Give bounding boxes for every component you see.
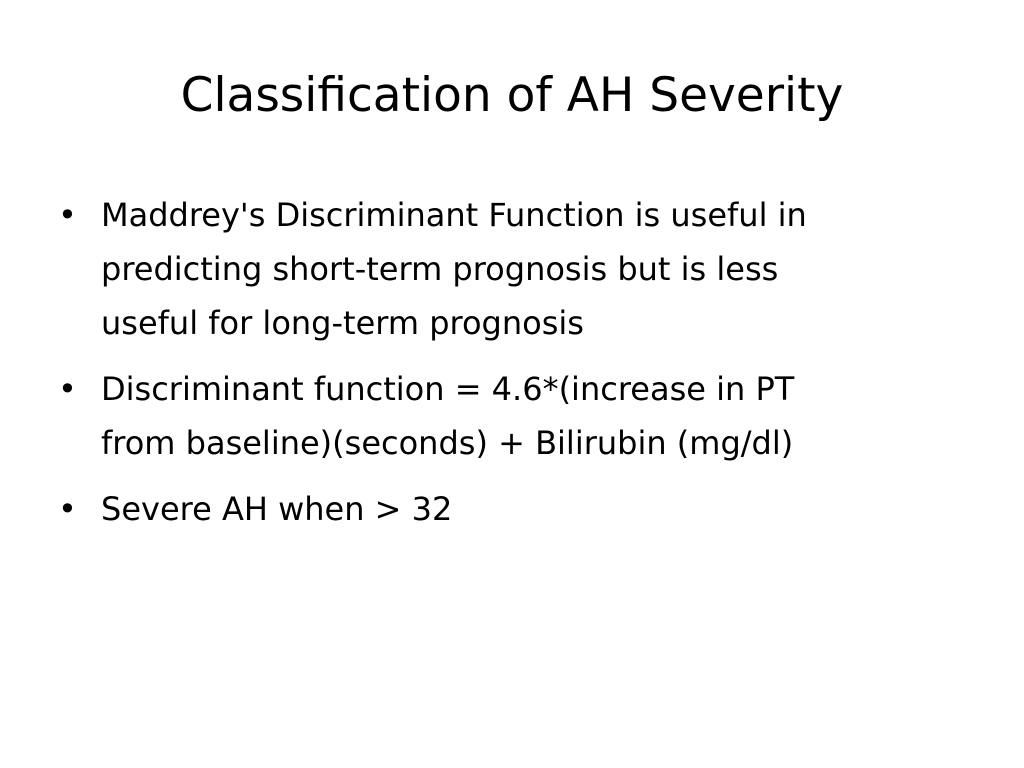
bullet-icon: • [58, 196, 77, 234]
bullet-line: useful for long-term prognosis [101, 304, 584, 342]
bullet-icon: • [58, 490, 77, 528]
bullet-item [58, 362, 958, 470]
bullet-line: predicting short-term prognosis but is less [101, 250, 779, 288]
bullet-line: from baseline)(seconds) + Bilirubin (mg/dl) [101, 424, 794, 462]
bullet-line: Severe AH when > 32 [101, 490, 453, 528]
bullet-item [58, 482, 958, 536]
bullet-list [58, 188, 958, 548]
bullet-icon: • [58, 370, 77, 408]
bullet-line: Discriminant function = 4.6*(increase in PT [101, 370, 795, 408]
bullet-line: Maddrey's Discriminant Function is useful in [101, 196, 807, 234]
slide-title: Classification of AH Severity [180, 68, 844, 123]
bullet-item [58, 188, 958, 350]
